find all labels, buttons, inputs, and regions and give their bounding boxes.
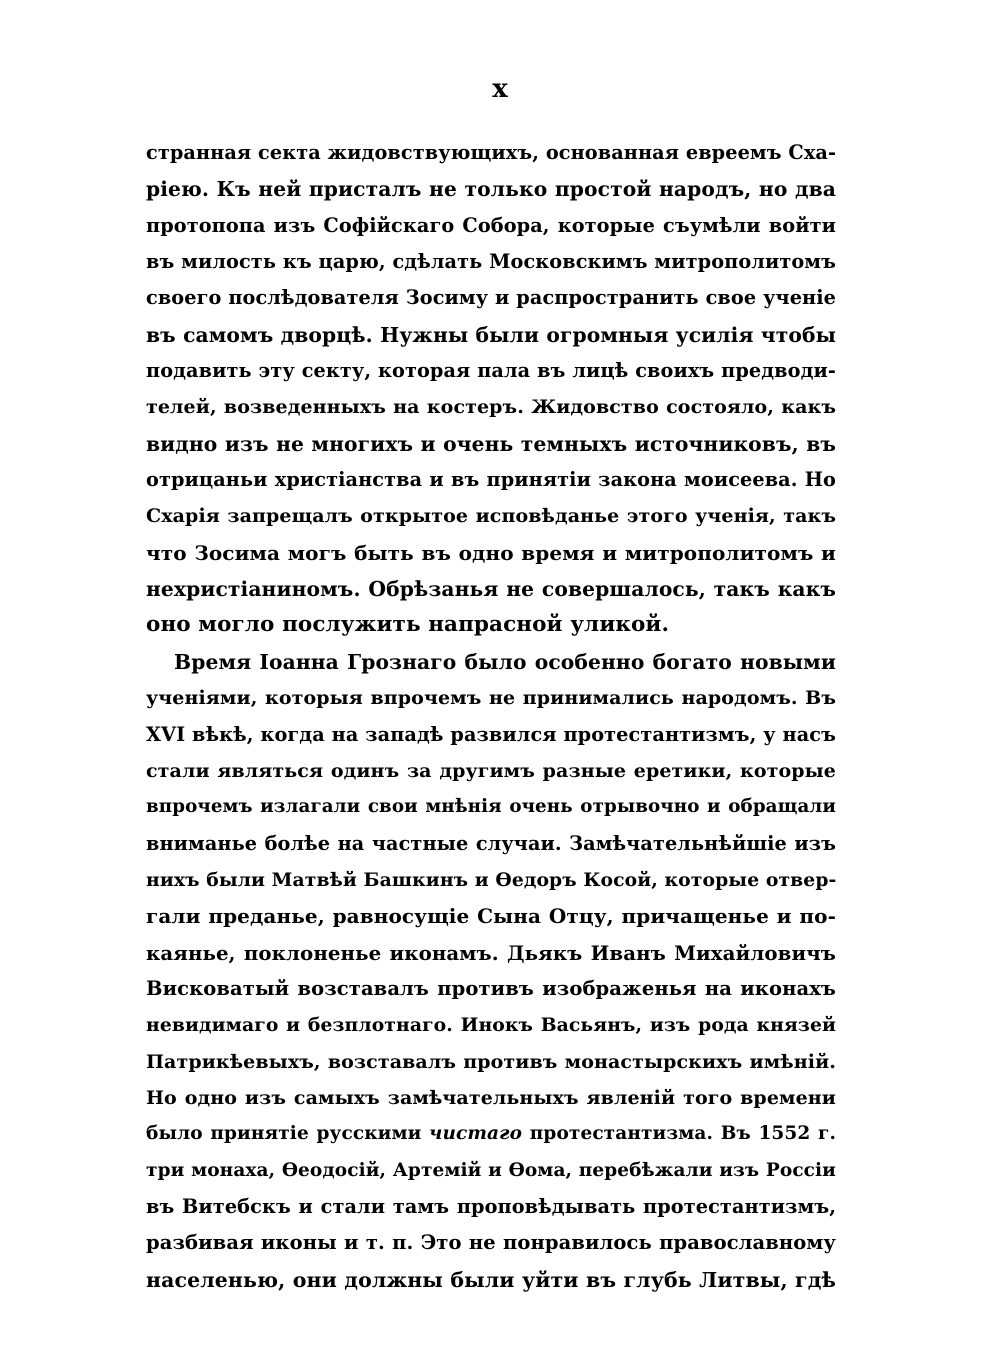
text-line: нехристiаниномъ. Обрѣзанья не совершалось, такъ какъ [146, 577, 836, 602]
text-line: Время Iоанна Грознаго было особенно богато новыми [174, 649, 836, 674]
text-line [146, 1116, 836, 1152]
text-line: въ милость къ царю, сдѣлать Московскимъ митрополитомъ [146, 250, 836, 274]
text-line: Патрикѣевыхъ, возставалъ противъ монастырскихъ имѣнiй. [146, 1050, 836, 1073]
text-line: Висковатый возставалъ противъ изображенья на иконахъ [146, 976, 836, 1000]
text-line: видно изъ не многихъ и очень темныхъ источниковъ, въ [146, 431, 836, 456]
text-line: странная секта жидовствующихъ, основанная евреемъ Сха- [146, 141, 836, 164]
text-line: XVI вѣкѣ, когда на западѣ развился протестантизмъ, у насъ [146, 722, 836, 746]
text-line: рiею. Къ ней присталъ не только простой народъ, но два [146, 177, 836, 202]
text-line: каянье, поклоненье иконамъ. Дьякъ Иванъ Михайловичъ [146, 940, 836, 965]
text-line: телей, возведенныхъ на костеръ. Жидовство состояло, какъ [146, 396, 836, 419]
text-line: протопопа изъ Софiйскаго Собора, которые съумѣли войти [146, 213, 836, 237]
text-line: подавить эту секту, которая пала въ лицѣ своихъ предводи- [146, 359, 836, 383]
text-line: отрицаньи христiанства и въ принятiи закона моисеева. Но [146, 468, 836, 492]
text-line: невидимаго и безплотнаго. Инокъ Васьянъ, изъ рода князей [146, 1014, 836, 1037]
italic-word: чистаго [429, 1123, 523, 1145]
text-line: своего послѣдователя Зосиму и распространить свое ученiе [146, 286, 836, 310]
text-line: впрочемъ излагали свои мнѣнiя очень отрывочно и обращали [146, 796, 836, 818]
text-line: что Зосима могъ быть въ одно время и митрополитомъ и [146, 540, 836, 565]
text-line: въ самомъ дворцѣ. Нужны были огромныя усилiя чтобы [146, 322, 836, 347]
text-line: три монаха, Ѳеодосiй, Артемiй и Ѳома, перебѣжали изъ Россiи [146, 1159, 836, 1181]
text-line: гали преданье, равносущiе Сына Отцу, причащенье и по- [146, 904, 836, 929]
text-line: Но одно изъ самыхъ замѣчательныхъ явленiй того времени [146, 1086, 836, 1109]
text-line: въ Витебскъ и стали тамъ проповѣдывать протестантизмъ, [146, 1194, 836, 1218]
text-line: оно могло послужить напрасной уликой. [146, 612, 670, 638]
text-line: вниманье болѣе на частные случаи. Замѣчательнѣйшiе изъ [146, 831, 836, 855]
text-line: стали являться одинъ за другимъ разные еретики, которые [146, 759, 836, 782]
text-segment: протестантизма. Въ 1552 г. [522, 1123, 836, 1145]
text-line: населенью, они должны были уйти въ глубь Литвы, гдѣ [146, 1267, 836, 1292]
text-line: разбивая иконы и т. п. Это не понравилось православному [146, 1231, 836, 1255]
text-line: Схарiя запрещалъ открытое исповѣданье этого ученiя, такъ [146, 505, 836, 528]
text-line: нихъ были Матвѣй Башкинъ и Ѳедоръ Косой, которые отвер- [146, 868, 836, 891]
body-text [146, 135, 836, 1298]
page-number: x [492, 74, 508, 104]
text-line: ученiями, которыя впрочемъ не принимались народомъ. Въ [146, 687, 836, 710]
text-segment: было принятiе русскими [146, 1123, 430, 1145]
